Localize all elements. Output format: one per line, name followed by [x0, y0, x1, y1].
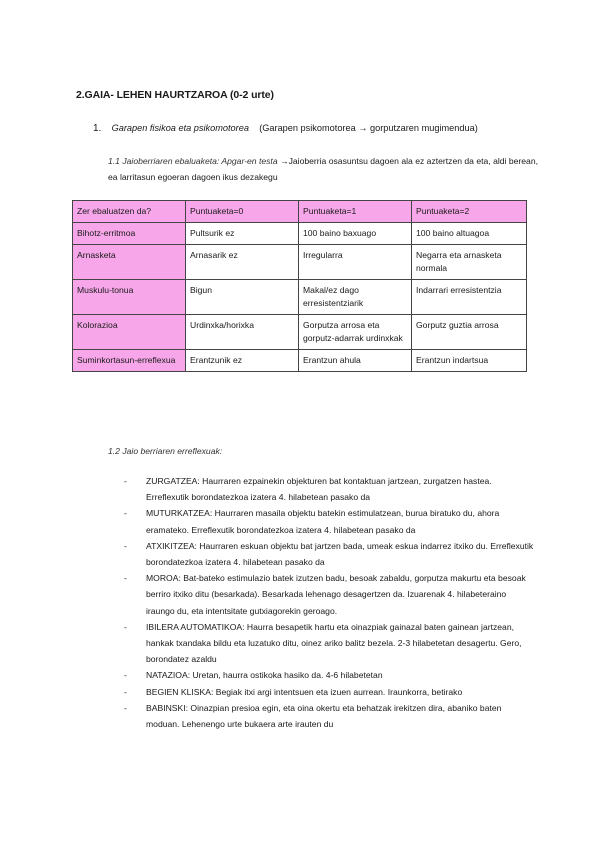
list-item-text: BEGIEN KLISKA: Begiak itxi argi intentsuen eta izuen aurrean. Iraunkorra, betirako — [146, 686, 463, 697]
table-cell: Pultsurik ez — [186, 223, 299, 245]
table-cell: Erantzun indartsua — [412, 350, 527, 372]
chapter-heading: 2.GAIA- LEHEN HAURTZAROA (0-2 urte) — [76, 89, 274, 101]
subsection-1-1 — [108, 153, 538, 185]
list-bullet: - — [124, 508, 127, 519]
list-bullet: - — [124, 573, 127, 584]
table-cell: Arnasarik ez — [186, 245, 299, 280]
list-item-text: NATAZIOA: Uretan, haurra ostikoka hasiko da. 4-6 hilabetetan — [146, 670, 383, 681]
section-1-title: Garapen fisikoa eta psikomotorea — [111, 123, 249, 133]
table-cell: Bigun — [186, 280, 299, 315]
list-item — [124, 667, 534, 683]
list-item-text: BABINSKI: Oinazpian presioa egin, eta oina okertu eta behatzak irekitzen dira, abaniko baten moduan. Lehenengo urte bukaera arte irauten du — [146, 702, 502, 730]
table-cell: Urdinxka/horixka — [186, 315, 299, 350]
list-item-text: ZURGATZEA: Haurraren ezpainekin objekturen bat kontaktuan jartzean, zurgatzen hastea. Erreflexutik borondatezkoa izatera 4. hilabetean pasako da — [146, 476, 492, 503]
table-cell: Gorputz guztia arrosa — [412, 315, 527, 350]
criterion-cell: Muskulu-tonua — [73, 280, 186, 315]
table-row — [73, 245, 527, 280]
list-item — [124, 619, 534, 668]
list-item — [124, 473, 534, 505]
table-cell: Negarra eta arnasketa normala — [412, 245, 527, 280]
criterion-cell: Suminkortasun-erreflexua — [73, 350, 186, 372]
reflex-list — [124, 473, 534, 732]
table-cell: Erantzunik ez — [186, 350, 299, 372]
table-cell: Irregularra — [299, 245, 412, 280]
subsection-1-2-title: 1.2 Jaio berriaren erreflexuak: — [108, 446, 223, 456]
list-item-text: MUTURKATZEA: Haurraren masaila objektu batekin estimulatzean, burua biratuko du, ahora eramateko. Erreflexutik borondatezkoa izatera 4. hilabetean pasako da — [146, 508, 500, 535]
section-1-line — [93, 123, 478, 134]
criterion-cell: Arnasketa — [73, 245, 186, 280]
list-item — [124, 570, 534, 619]
header-cell: Puntuaketa=1 — [299, 201, 412, 223]
table-header-row — [73, 201, 527, 223]
list-item-text: IBILERA AUTOMATIKOA: Haurra besapetik hartu eta oinazpiak gainazal baten gainean jartzean, hankak txandaka bildu eta luzatuko ditu, oinez ariko balitz bezela. 2-3 hilabetetan desagertu. Gero, borondatez azaldu — [146, 621, 522, 665]
list-bullet: - — [124, 476, 127, 486]
list-bullet: - — [124, 621, 127, 632]
table-row — [73, 350, 527, 372]
table-cell: Makal/ez dago erresistentziarik — [299, 280, 412, 315]
list-item-text: ATXIKITZEA: Haurraren eskuan objektu bat jartzen bada, umeak eskua indarrez itxiko du. Erreflexutik borondatezkoa izatera 4. hilabetean pasako da — [146, 540, 534, 568]
list-item-text: MOROA: Bat-bateko estimulazio batek izutzen badu, besoak zabaldu, gorputza makurtu eta besoak berriro itxiko ditu (besarkada). Besarkada lehenago desagertzen da. Izuarenak 4. hilabeteraino iraungo du, eta intentsitate gutxiagorekin geroago. — [146, 573, 526, 616]
header-cell: Puntuaketa=2 — [412, 201, 527, 223]
apgar-table — [72, 200, 527, 372]
header-cell: Zer ebaluatzen da? — [73, 201, 186, 223]
section-1-description: (Garapen psikomotorea → gorputzaren mugimendua) — [259, 123, 478, 133]
list-bullet: - — [124, 540, 127, 551]
criterion-cell: Kolorazioa — [73, 315, 186, 350]
table-row — [73, 280, 527, 315]
table-cell: Erantzun ahula — [299, 350, 412, 372]
list-item — [124, 538, 534, 570]
table-cell: Gorputza arrosa eta gorputz-adarrak urdinxkak — [299, 315, 412, 350]
list-bullet: - — [124, 686, 127, 697]
list-bullet: - — [124, 702, 127, 713]
table-cell: 100 baino baxuago — [299, 223, 412, 245]
list-item — [124, 700, 534, 732]
section-1-separator — [252, 123, 257, 133]
list-bullet: - — [124, 670, 127, 681]
criterion-cell: Bihotz-erritmoa — [73, 223, 186, 245]
subsection-1-1-title: 1.1 Jaioberriaren ebaluaketa: Apgar-en testa — [108, 156, 278, 166]
list-item — [124, 505, 534, 537]
table-row — [73, 223, 527, 245]
table-cell: 100 baino altuagoa — [412, 223, 527, 245]
table-row — [73, 315, 527, 350]
header-cell: Puntuaketa=0 — [186, 201, 299, 223]
table-cell: Indarrari erresistentzia — [412, 280, 527, 315]
list-item — [124, 684, 534, 700]
subsection-1-1-text: →Jaioberria osasuntsu dagoen ala ez aztertzen da eta, aldi berean, ea larritasun egoeran dagoen ikus dezakegu — [108, 156, 538, 182]
section-1-number: 1. — [93, 123, 102, 134]
